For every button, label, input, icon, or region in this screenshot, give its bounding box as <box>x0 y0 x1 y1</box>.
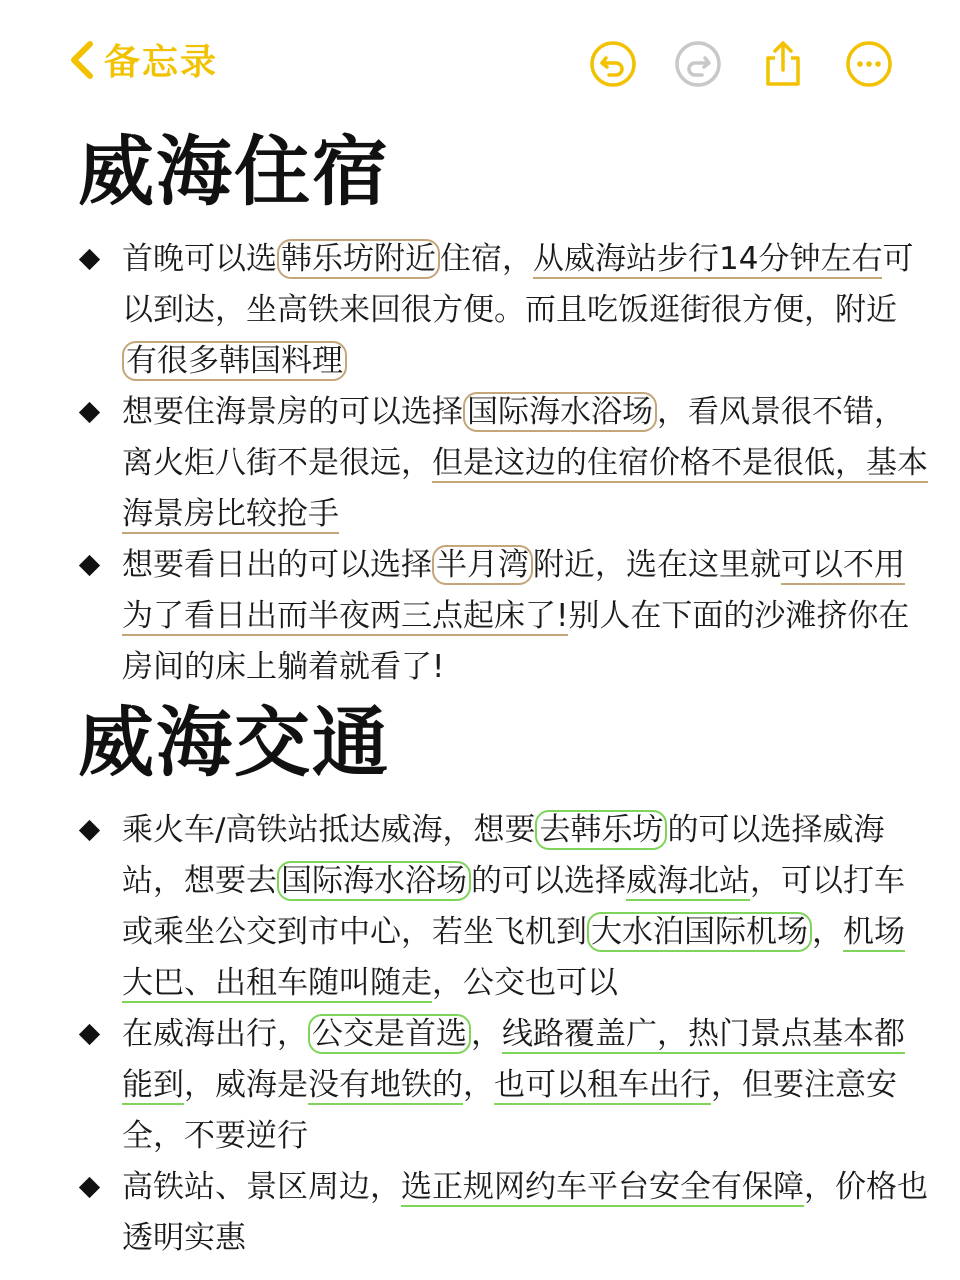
more-button[interactable] <box>843 38 895 90</box>
bullet-text <box>122 805 928 1009</box>
text-run: 高铁站、景区周边， <box>122 1169 401 1205</box>
text-run: ，看风景很不错，离火炬八街不是很远， <box>122 394 905 481</box>
text-run: 乘火车/高铁站抵达威海，想要 <box>122 812 536 848</box>
text-run: 住宿， <box>440 241 533 277</box>
diamond-bullet-icon <box>79 249 100 270</box>
list-item <box>78 540 928 693</box>
text-run: ，威海是 <box>184 1067 308 1103</box>
back-label: 备忘录 <box>104 42 219 83</box>
highlight-green-box: 公交是首选 <box>308 1014 471 1054</box>
redo-button[interactable] <box>672 38 724 90</box>
diamond-bullet-icon <box>79 402 100 423</box>
section-title-lodging: 威海住宿 <box>78 127 390 216</box>
undo-icon <box>587 38 639 90</box>
highlight-brown-box: 国际海水浴场 <box>463 392 657 432</box>
text-run: ， <box>471 1016 502 1052</box>
transport-list <box>78 805 928 1264</box>
text-run: ，公交也可以 <box>432 965 618 1001</box>
text-run: ， <box>812 914 843 950</box>
diamond-bullet-icon <box>79 1177 100 1198</box>
bullet-text <box>122 1162 928 1264</box>
text-run: 的可以选择威海站，想要去 <box>122 812 885 899</box>
text-run: 想要看日出的可以选择 <box>122 547 432 583</box>
highlight-green-under: 也可以租车出行 <box>494 1067 711 1103</box>
redo-icon <box>672 38 724 90</box>
text-run: ，价格也透明实惠 <box>122 1169 928 1256</box>
text-run: 在威海出行， <box>122 1016 308 1052</box>
text-run: ， <box>463 1067 494 1103</box>
highlight-green-box: 去韩乐坊 <box>535 810 667 850</box>
chevron-left-icon <box>64 36 100 84</box>
more-icon <box>843 38 895 90</box>
text-run: 别人在下面的沙滩挤你在房间的床上躺着就看了! <box>122 598 910 685</box>
highlight-green-box: 大水泊国际机场 <box>587 912 812 952</box>
share-button[interactable] <box>757 38 809 90</box>
list-item <box>78 1009 928 1162</box>
section-title-transport: 威海交通 <box>78 698 390 787</box>
diamond-bullet-icon <box>79 555 100 576</box>
text-run: 想要住海景房的可以选择 <box>122 394 463 430</box>
list-item <box>78 387 928 540</box>
bullet-text <box>122 540 928 693</box>
undo-button[interactable] <box>587 38 639 90</box>
list-item <box>78 1162 928 1264</box>
highlight-brown-under: 从威海站步行14分钟左右 <box>533 241 883 277</box>
text-run: 可以到达，坐高铁来回很方便。而且吃饭逛街很方便，附近 <box>122 241 914 328</box>
bullet-text <box>122 387 928 540</box>
bullet-text <box>122 234 928 387</box>
text-run: 附近，选在这里就 <box>533 547 781 583</box>
highlight-brown-under: 可以不用为了看日出而半夜两三点起床了! <box>122 547 905 634</box>
back-button[interactable] <box>64 34 218 85</box>
lodging-list <box>78 234 928 693</box>
text-run: 的可以选择 <box>471 863 626 899</box>
diamond-bullet-icon <box>79 1024 100 1045</box>
highlight-green-under: 线路覆盖广，热门景点基本都能到 <box>122 1016 905 1103</box>
highlight-green-under: 选正规网约车平台安全有保障 <box>401 1169 804 1205</box>
text-run: 首晚可以选 <box>122 241 277 277</box>
share-icon <box>757 38 809 90</box>
highlight-brown-under: 基本海景房比较抢手 <box>122 445 928 532</box>
note-body[interactable] <box>78 122 928 1264</box>
navigation-bar <box>0 0 960 120</box>
list-item <box>78 805 928 1009</box>
highlight-brown-box: 韩乐坊附近 <box>277 239 440 279</box>
highlight-green-box: 国际海水浴场 <box>277 861 471 901</box>
text-run: ，但要注意安全，不要逆行 <box>122 1067 897 1154</box>
highlight-brown-under: 但是这边的住宿价格不是很低， <box>432 445 866 481</box>
list-item <box>78 234 928 387</box>
highlight-green-under: 没有地铁的 <box>308 1067 463 1103</box>
bullet-text <box>122 1009 928 1162</box>
diamond-bullet-icon <box>79 820 100 841</box>
highlight-green-under: 机场大巴、出租车随叫随走 <box>122 914 905 1001</box>
highlight-brown-box: 有很多韩国料理 <box>122 341 347 381</box>
highlight-brown-box: 半月湾 <box>432 545 533 585</box>
highlight-green-under: 威海北站 <box>626 863 750 899</box>
text-run: ，可以打车或乘坐公交到市中心，若坐飞机到 <box>122 863 905 950</box>
